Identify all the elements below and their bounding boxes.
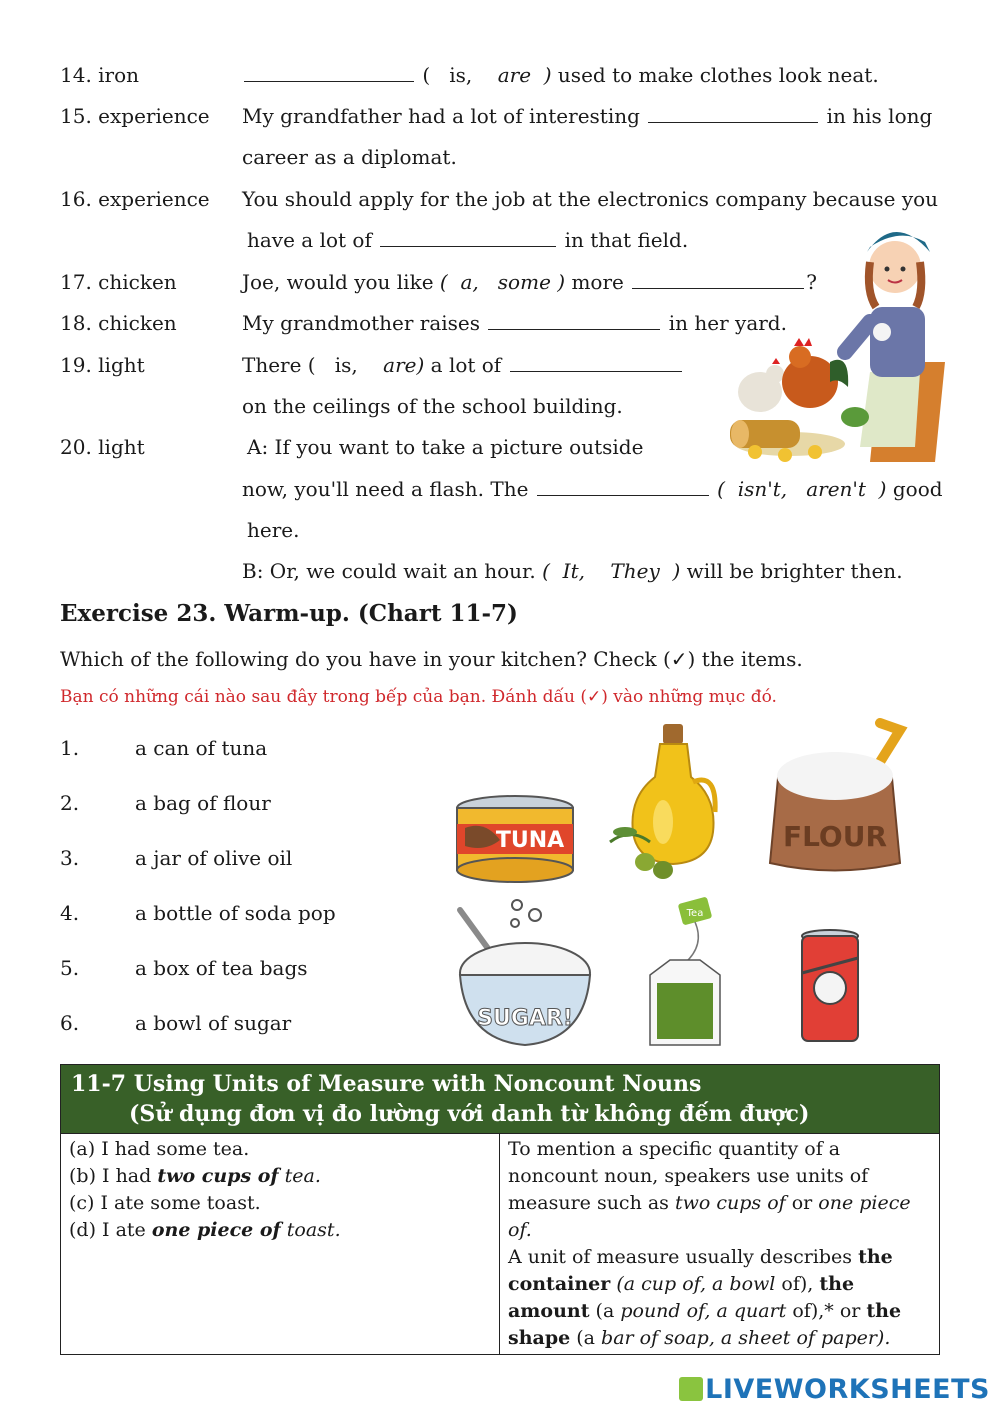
answer-blank[interactable] [244,63,414,82]
q20-line4: B: Or, we could wait an hour. ( It, They ) will be brighter then. [242,559,903,583]
q16-line2: have a lot of in that field. [247,228,689,252]
q20-line2: now, you'll need a flash. The ( isn't, aren't ) good [242,477,943,501]
sugar-bowl-image [455,895,595,1050]
answer-blank[interactable] [537,477,709,496]
soda-can-image [798,928,863,1053]
q15-number: 15. experience [60,104,210,128]
q17-sentence: Joe, would you like ( a, some ) more ? [242,270,817,294]
q16-number: 16. experience [60,187,210,211]
chart-title: 11-7 Using Units of Measure with Noncount Nouns (Sử dụng đơn vị đo lường với danh từ không đếm được) [61,1065,940,1134]
q20-line3: here. [247,518,300,542]
flour-label: FLOUR [782,820,888,853]
tea-bag-image [645,895,725,1050]
q15-line2: career as a diplomat. [242,145,457,169]
q17-number: 17. chicken [60,270,177,294]
tuna-label: TUNA [495,828,565,853]
chart-11-7-table [60,1064,940,1355]
sugar-label: SUGAR! [477,1006,573,1031]
answer-blank[interactable] [648,104,818,123]
explanation-cell: To mention a specific quantity of a noncount noun, speakers use units of measure such as two cups of or one piece of. A unit of measure usually describes the container (a cup of, a bowl of), the amount (a pound of, a quart of),* or the shape (a bar of soap, a sheet of paper). [500,1134,940,1355]
list-item: 6. a bowl of sugar [60,1011,292,1035]
list-item: 2. a bag of flour [60,791,271,815]
q20-line1: A: If you want to take a picture outside [247,435,644,459]
q19-number: 19. light [60,353,145,377]
list-item: 5. a box of tea bags [60,956,308,980]
answer-blank[interactable] [488,311,660,330]
tea-tag-label: Tea [686,908,704,919]
list-item: 3. a jar of olive oil [60,846,293,870]
q14-sentence: ( is, are ) used to make clothes look neat. [242,63,879,87]
tuna-can-image [450,790,580,885]
farmer-chickens-illustration [730,212,950,467]
exercise-translation: Bạn có những cái nào sau đây trong bếp của bạn. Đánh dấu (✓) vào những mục đó. [60,687,777,707]
q18-sentence: My grandmother raises in her yard. [242,311,787,335]
exercise-instruction: Which of the following do you have in your kitchen? Check (✓) the items. [60,647,803,671]
q14-number: 14. iron [60,63,140,87]
q16-line1: You should apply for the job at the electronics company because you [242,187,939,211]
list-item: 4. a bottle of soda pop [60,901,336,925]
q20-number: 20. light [60,435,145,459]
exercise-title: Exercise 23. Warm-up. (Chart 11-7) [60,600,518,627]
q18-number: 18. chicken [60,311,177,335]
q15-sentence: My grandfather had a lot of interesting in his long [242,104,933,128]
olive-oil-jar-image [605,722,725,882]
liveworksheets-logo-icon [679,1377,703,1401]
list-item: 1. a can of tuna [60,736,268,760]
liveworksheets-logo[interactable]: LIVEWORKSHEETS [679,1374,990,1405]
answer-blank[interactable] [510,353,682,372]
q19-line2: on the ceilings of the school building. [242,394,623,418]
flour-bag-image [760,718,910,878]
examples-cell: (a) I had some tea. (b) I had two cups of tea. (c) I ate some toast. (d) I ate one piece of toast. [61,1134,500,1355]
answer-blank[interactable] [380,228,556,247]
q19-sentence: There ( is, are) a lot of [242,353,684,377]
